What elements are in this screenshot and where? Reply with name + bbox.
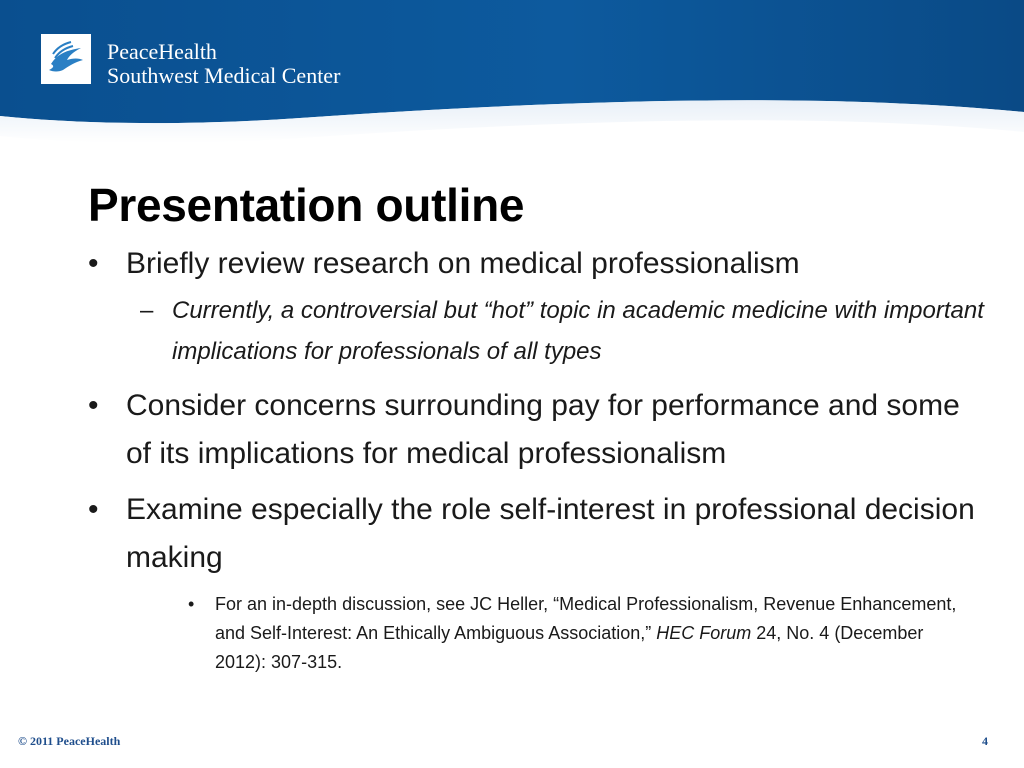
note-text-before: For an in-depth discussion, see JC Heller, “Medical Professionalism, Revenue Enhancement, and Self-Interest: An Ethically Ambiguous Association,” (215, 594, 957, 643)
bullet-item (88, 382, 988, 478)
note-text-after: 24, No. 4 (December 2012): 307-315. (215, 623, 924, 672)
logo-mark (41, 34, 91, 84)
sub-bullet-text: Currently, a controversial but “hot” topic in academic medicine with important implications for professionals of all types (172, 297, 984, 365)
brand-name (107, 40, 340, 88)
sub-bullet-item (88, 290, 988, 372)
bullet-mark: • (88, 389, 99, 422)
brand-name-line2: Southwest Medical Center (107, 63, 341, 88)
dove-icon (41, 34, 91, 84)
note-journal: HEC Forum (656, 623, 752, 643)
brand-name-line1: PeaceHealth (107, 39, 217, 64)
bullet-mark: • (88, 247, 99, 280)
footer-copyright: © 2011 PeaceHealth (18, 734, 121, 748)
bullet-item (88, 486, 988, 582)
bullet-text: Examine especially the role self-interest in professional decision making (126, 493, 975, 574)
bullet-text: Consider concerns surrounding pay for performance and some of its implications for medical professionalism (126, 389, 960, 470)
page-number: 4 (982, 734, 988, 748)
bullet-text: Briefly review research on medical professionalism (126, 247, 800, 280)
bullet-item (88, 240, 988, 288)
sub-bullet-mark: – (140, 297, 154, 324)
reference-note (88, 590, 975, 677)
slide-title: Presentation outline (88, 179, 525, 231)
bullet-list (88, 240, 988, 677)
note-bullet-mark: • (188, 594, 195, 614)
bullet-mark: • (88, 493, 99, 526)
